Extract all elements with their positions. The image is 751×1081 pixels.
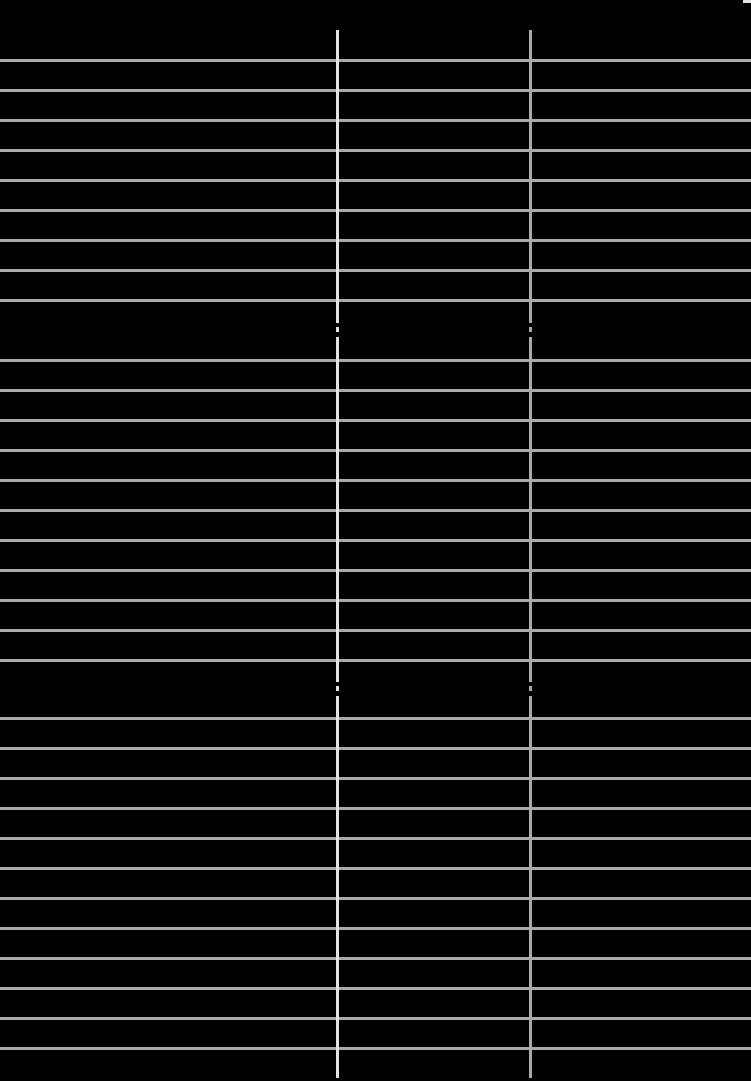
column-divider-right-segment xyxy=(529,696,532,1078)
table-row xyxy=(0,867,751,897)
table-row xyxy=(0,897,751,927)
column-divider-right-segment xyxy=(529,686,532,691)
grid-hline xyxy=(0,389,751,392)
grid-hline xyxy=(0,747,751,750)
column-divider-left-segment xyxy=(336,337,339,682)
table-row xyxy=(0,927,751,957)
grid-hline xyxy=(0,1017,751,1020)
grid-hline xyxy=(0,209,751,212)
table-row xyxy=(0,1017,751,1047)
grid-hline xyxy=(0,867,751,870)
table-row xyxy=(0,449,751,479)
grid-hline xyxy=(0,599,751,602)
column-divider-left-segment xyxy=(336,327,339,332)
column-divider-right-segment xyxy=(529,337,532,682)
table-row xyxy=(0,987,751,1017)
table-row xyxy=(0,479,751,509)
grid-hline xyxy=(0,777,751,780)
table-row xyxy=(0,777,751,807)
table-row xyxy=(0,807,751,837)
table-row xyxy=(0,209,751,239)
table-row xyxy=(0,837,751,867)
grid-hline xyxy=(0,359,751,362)
table-row xyxy=(0,957,751,987)
grid-hline xyxy=(0,59,751,62)
table-row xyxy=(0,599,751,629)
table-row xyxy=(0,509,751,539)
grid-hline xyxy=(0,239,751,242)
column-divider-right-segment xyxy=(529,327,532,332)
table-row xyxy=(0,1047,751,1081)
table-row xyxy=(0,717,751,747)
grid-hline xyxy=(0,449,751,452)
grid-hline xyxy=(0,659,751,662)
table-row xyxy=(0,569,751,599)
table-row xyxy=(0,59,751,89)
grid-hline xyxy=(0,1047,751,1050)
column-divider-right-segment xyxy=(529,30,532,323)
grid-hline xyxy=(0,927,751,930)
table-row xyxy=(0,659,751,717)
grid-hline xyxy=(0,629,751,632)
grid-hline xyxy=(0,269,751,272)
grid-hline xyxy=(0,569,751,572)
grid-hline xyxy=(0,957,751,960)
table-row xyxy=(0,149,751,179)
table-header-row xyxy=(0,30,751,59)
grid-hline xyxy=(0,89,751,92)
table-row xyxy=(0,359,751,389)
table-row xyxy=(0,269,751,299)
table-row xyxy=(0,389,751,419)
grid-hline xyxy=(0,179,751,182)
grid-hline xyxy=(0,837,751,840)
grid-hline xyxy=(0,299,751,302)
grid-hline xyxy=(0,149,751,152)
grid-hline xyxy=(0,717,751,720)
table-row xyxy=(0,299,751,359)
table-row xyxy=(0,119,751,149)
table-row xyxy=(0,179,751,209)
top-right-line-fragment xyxy=(743,0,751,3)
grid-hline xyxy=(0,897,751,900)
table-row xyxy=(0,747,751,777)
column-divider-left-segment xyxy=(336,30,339,323)
table-row xyxy=(0,629,751,659)
grid-hline xyxy=(0,419,751,422)
grid-hline xyxy=(0,987,751,990)
table-row xyxy=(0,419,751,449)
grid-hline xyxy=(0,539,751,542)
table-row xyxy=(0,539,751,569)
grid-hline xyxy=(0,479,751,482)
column-divider-left-segment xyxy=(336,686,339,691)
table-row xyxy=(0,239,751,269)
grid-hline xyxy=(0,509,751,512)
grid-hline xyxy=(0,119,751,122)
table-row xyxy=(0,89,751,119)
grid-hline xyxy=(0,807,751,810)
column-divider-left-segment xyxy=(336,696,339,1078)
